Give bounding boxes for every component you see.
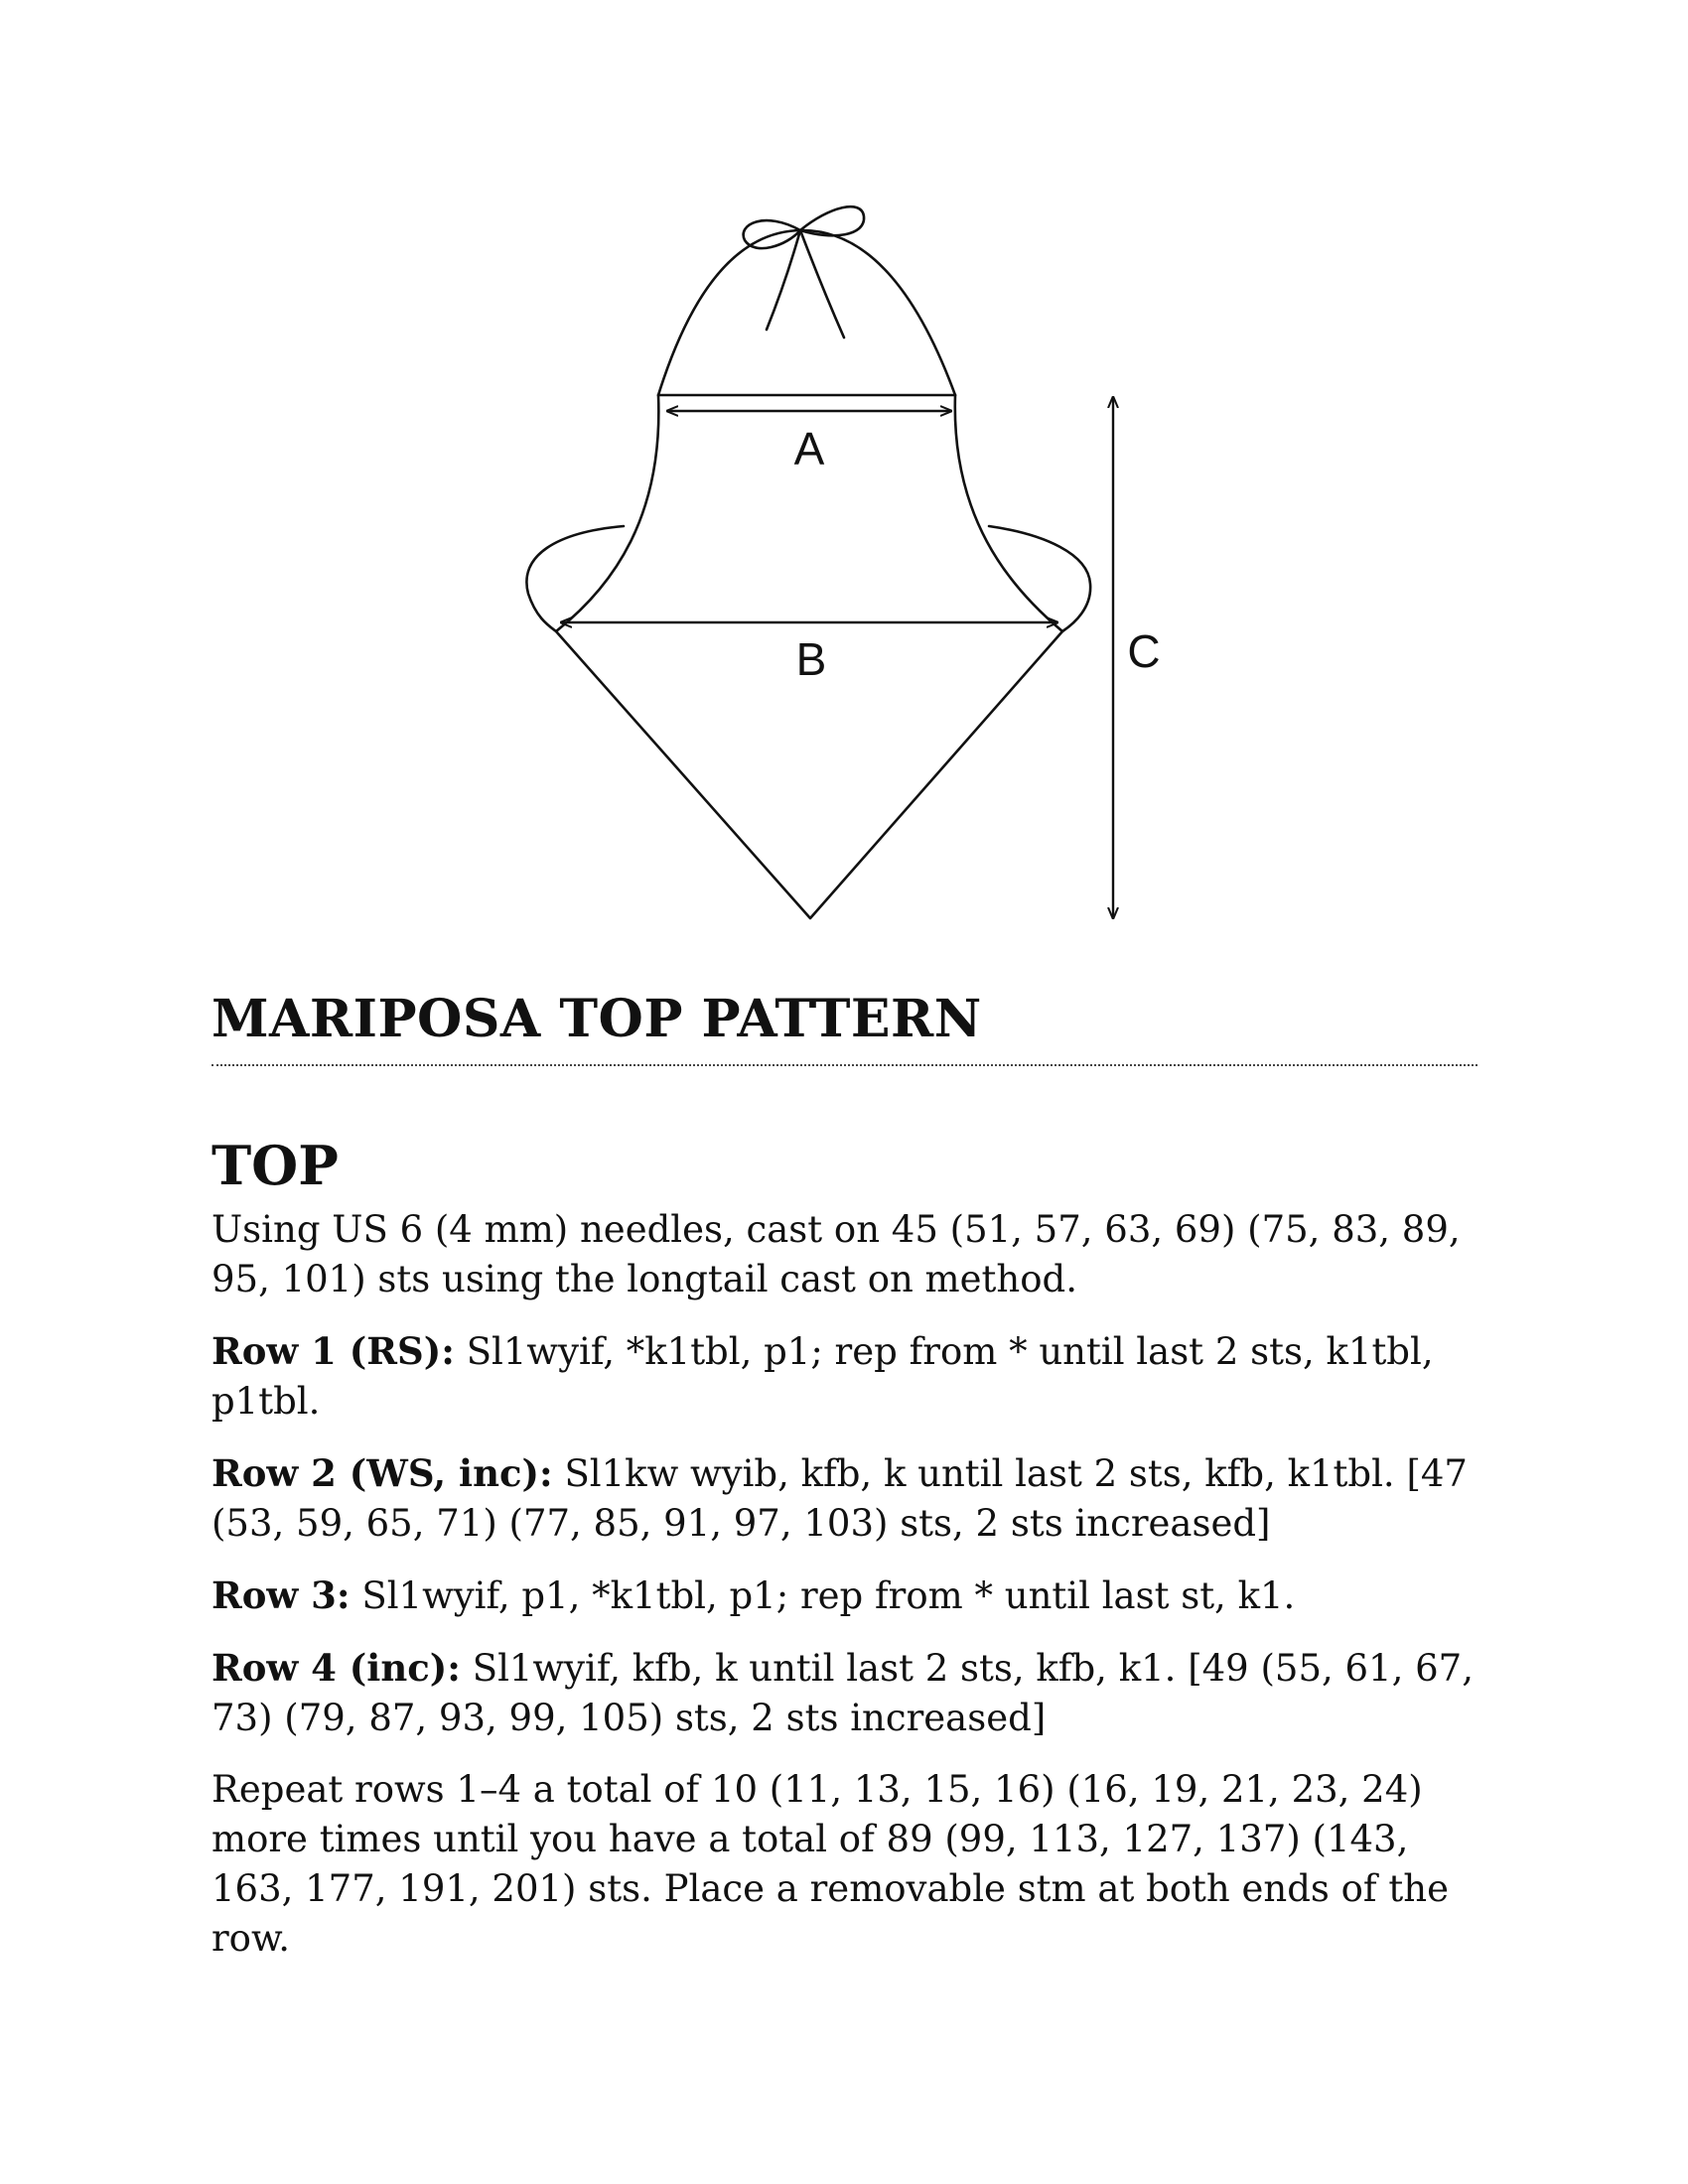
row-3-paragraph <box>211 1570 1477 1621</box>
row-2-text: Sl1kw wyib, kfb, k until last 2 sts, kfb, k1tbl. [47 (53, 59, 65, 71) (77, 85, 91, 97, 103) sts, 2 sts increased] <box>211 1452 1468 1545</box>
row-4-label: Row 4 (inc): <box>211 1646 461 1690</box>
row-1-paragraph <box>211 1326 1477 1427</box>
halter-strap-outline <box>658 230 955 395</box>
bow-left-tail <box>767 230 800 330</box>
bow-right-tail <box>800 230 844 338</box>
pattern-instructions <box>211 1205 1477 1985</box>
repeat-paragraph: Repeat rows 1–4 a total of 10 (11, 13, 15, 16) (16, 19, 21, 23, 24) more times until you have a total of 89 (99, 113, 127, 137) (143, 163, 177, 191, 201) sts. Place a removable stm at both ends of the row. <box>211 1768 1449 1960</box>
label-a: A <box>793 423 825 475</box>
row-1-label: Row 1 (RS): <box>211 1329 455 1373</box>
section-heading: TOP <box>211 1134 339 1197</box>
title-divider <box>211 1064 1477 1066</box>
right-flap <box>989 526 1090 631</box>
row-2-paragraph <box>211 1448 1477 1549</box>
row-3-text: Sl1wyif, p1, *k1tbl, p1; rep from * until last st, k1. <box>361 1574 1296 1617</box>
row-1-text: Sl1wyif, *k1tbl, p1; rep from * until last 2 sts, k1tbl, p1tbl. <box>211 1330 1434 1423</box>
label-b: B <box>795 633 827 685</box>
schematic-diagram <box>496 179 1192 933</box>
cast-on-paragraph: Using US 6 (4 mm) needles, cast on 45 (51, 57, 63, 69) (75, 83, 89, 95, 101) sts using the longtail cast on method. <box>211 1208 1461 1300</box>
row-2-label: Row 2 (WS, inc): <box>211 1451 553 1495</box>
label-c: C <box>1127 625 1161 677</box>
row-4-paragraph <box>211 1643 1477 1743</box>
page-title: MARIPOSA TOP PATTERN <box>211 989 982 1049</box>
row-3-label: Row 3: <box>211 1573 351 1617</box>
row-4-text: Sl1wyif, kfb, k until last 2 sts, kfb, k1. [49 (55, 61, 67, 73) (79, 87, 93, 99, 105) sts, 2 sts increased] <box>211 1647 1474 1739</box>
body-right-side <box>955 395 1062 631</box>
body-left-side <box>556 395 658 631</box>
